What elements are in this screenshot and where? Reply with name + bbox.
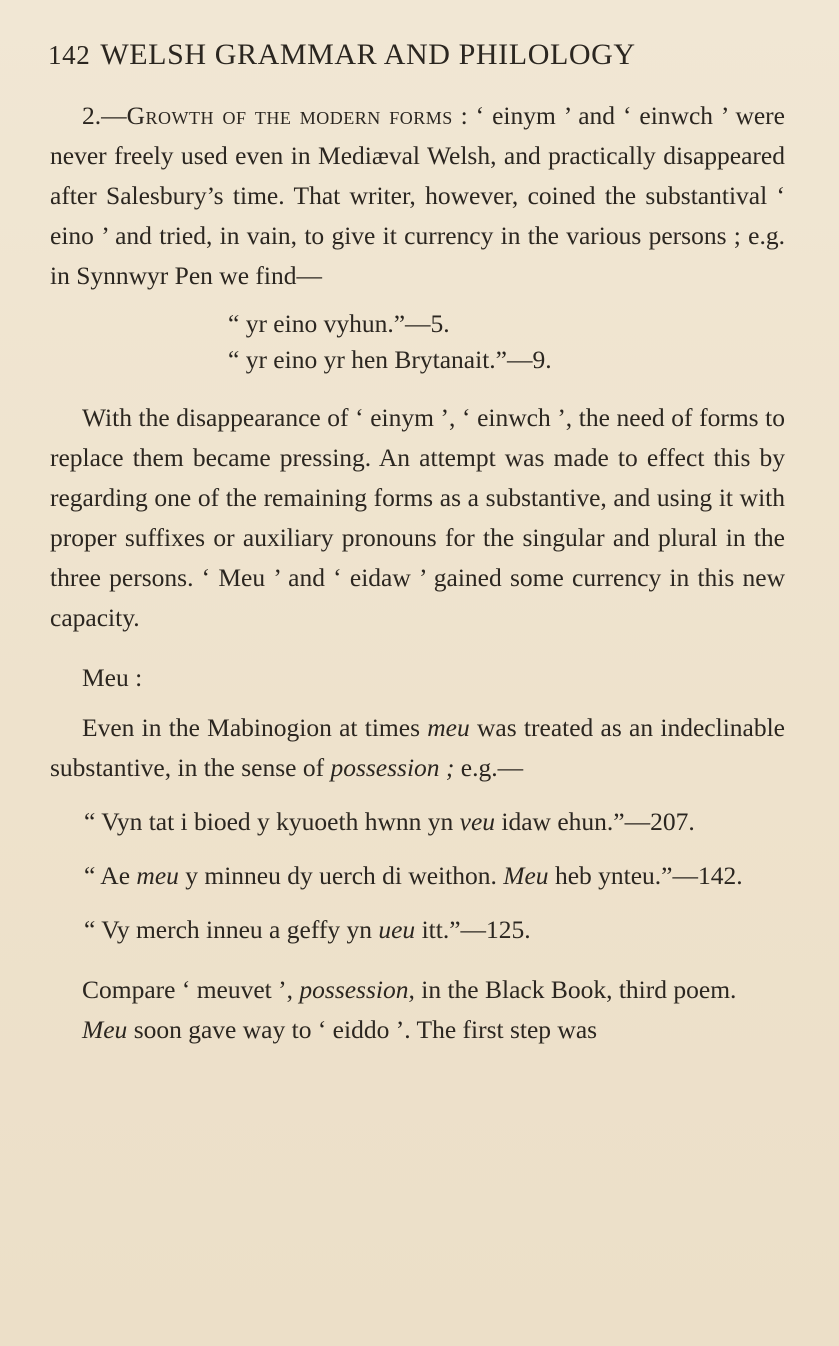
text-run: in the Black Book, third poem. bbox=[421, 975, 737, 1004]
running-head bbox=[48, 38, 778, 72]
italic-word: ueu bbox=[378, 915, 416, 944]
italic-word: meu bbox=[136, 861, 179, 890]
paragraph-eiddo bbox=[50, 1010, 785, 1050]
text-run: “ Vy merch inneu a geffy yn bbox=[84, 915, 372, 944]
page-number: 142 bbox=[48, 40, 91, 70]
paragraph-compare bbox=[50, 970, 785, 1010]
text-run: idaw ehun.”—207. bbox=[501, 807, 695, 836]
section-2-paragraph bbox=[50, 96, 785, 296]
italic-word: meu bbox=[427, 713, 470, 742]
text-run: itt.”—125. bbox=[421, 915, 531, 944]
text-run: Even in the Mabinogion at times bbox=[82, 713, 420, 742]
paragraph-disappearance: With the disappearance of ‘ einym ’, ‘ einwch ’, the need of forms to replace them became pressing. An attempt was made to effect this by regarding one of the remaining forms as a substantive, and using it with proper suffixes or auxiliary pronouns for the singular and plural in the three persons. ‘ Meu ’ and ‘ eidaw ’ gained some currency in this new capacity. bbox=[50, 403, 785, 632]
page-title: WELSH GRAMMAR AND PHILOLOGY bbox=[100, 38, 636, 71]
text-run: e.g.— bbox=[460, 753, 524, 782]
verse-line: “ yr eino yr hen Brytanait.”—9. bbox=[228, 345, 552, 374]
quotation bbox=[50, 910, 785, 950]
meu-label: Meu : bbox=[82, 663, 143, 692]
section-number: 2.— bbox=[82, 101, 127, 130]
text-run: “ Vyn tat i bioed y kyuoeth hwnn yn bbox=[84, 807, 454, 836]
section-2-text: : ‘ einym ’ and ‘ einwch ’ were never freely used even in Mediæval Welsh, and practically disappeared after Salesbury’s time. That writer, however, coined the substantival ‘ eino ’ and tried, in vain, to give it currency in the various persons ; e.g. in Synnwyr Pen we find— bbox=[50, 101, 785, 290]
quotation bbox=[50, 856, 785, 896]
text-run: was treated as an indeclinable substantive, in the sense of bbox=[50, 713, 785, 782]
italic-word: possession, bbox=[299, 975, 415, 1004]
text-run: heb ynteu.”—142. bbox=[554, 861, 743, 890]
paragraph-mabinogion bbox=[50, 708, 785, 788]
text-run: “ Ae bbox=[84, 861, 131, 890]
italic-word: Meu bbox=[82, 1015, 128, 1044]
quotation bbox=[50, 802, 785, 842]
body-text bbox=[50, 96, 785, 1050]
italic-word: veu bbox=[459, 807, 496, 836]
text-run: soon gave way to ‘ eiddo ’. The first step was bbox=[133, 1015, 598, 1044]
italic-word: Meu bbox=[503, 861, 549, 890]
text-run: Compare ‘ meuvet ’, bbox=[82, 975, 294, 1004]
text-run: y minneu dy uerch di weithon. bbox=[185, 861, 497, 890]
italic-word: possession ; bbox=[330, 753, 455, 782]
section-heading: Growth of the modern forms bbox=[126, 101, 453, 130]
verse-line: “ yr eino vyhun.”—5. bbox=[228, 309, 450, 338]
